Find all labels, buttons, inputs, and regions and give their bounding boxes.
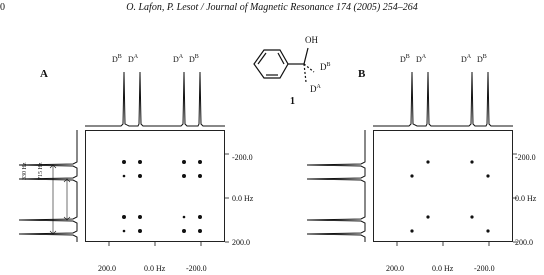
panel-b-xtick: -200.0 [474,264,495,273]
panel-b-letter: B [358,68,366,80]
panel-b-left-spectrum [303,130,368,242]
molecule-db: $D^B$ [320,62,331,72]
panel-a-ytick: 0.0 Hz [232,194,254,203]
panel-a-ytick: 200.0 [232,238,250,247]
panel-b-2d-peaks [373,130,513,242]
peak-label-db: $D^B$ [189,54,199,64]
peak-label-db: $D^B$ [400,54,410,64]
peak-label-da: $D^A$ [416,54,427,64]
molecule-oh: OH [305,35,318,45]
annotation-330: 330 Hz [22,162,28,180]
page-header [0,2,544,18]
panel-b-ytick: 200.0 [515,238,533,247]
panel-b-right-axis [513,130,523,242]
panel-a-ytick: -200.0 [232,153,253,162]
molecule-da: $D^A$ [310,84,321,94]
peak-label-da: $D^A$ [461,54,472,64]
running-head: O. Lafon, P. Lesot / Journal of Magnetic Resonance 174 (2005) 254–264 [126,2,418,13]
peak-label-db: $D^B$ [477,54,487,64]
panel-a-xtick: 0.0 Hz [144,264,166,273]
peak-label-db: $D^B$ [112,54,122,64]
panel-a-left-spectrum [15,130,80,242]
panel-b-top-spectrum [373,64,513,128]
panel-b-bottom-axis [373,242,513,252]
panel-a-bottom-axis [85,242,225,252]
panel-a-xtick: -200.0 [186,264,207,273]
panel-a-2d-peaks [85,130,225,242]
peak-label-da: $D^A$ [128,54,139,64]
annotation-715: 715 Hz [38,162,44,180]
panel-a-top-spectrum [85,64,225,128]
panel-a-xtick: 200.0 [98,264,116,273]
panel-b-xtick: 200.0 [386,264,404,273]
molecule-structure [244,36,354,116]
peak-label-da: $D^A$ [173,54,184,64]
panel-b-ytick: 0.0 Hz [515,194,537,203]
panel-b-ytick: -200.0 [515,153,536,162]
compound-number: 1 [290,96,295,107]
panel-b-xtick: 0.0 Hz [432,264,454,273]
panel-a-letter: A [40,68,48,80]
page-number: 0 [0,2,5,13]
panel-a-right-axis [225,130,235,242]
